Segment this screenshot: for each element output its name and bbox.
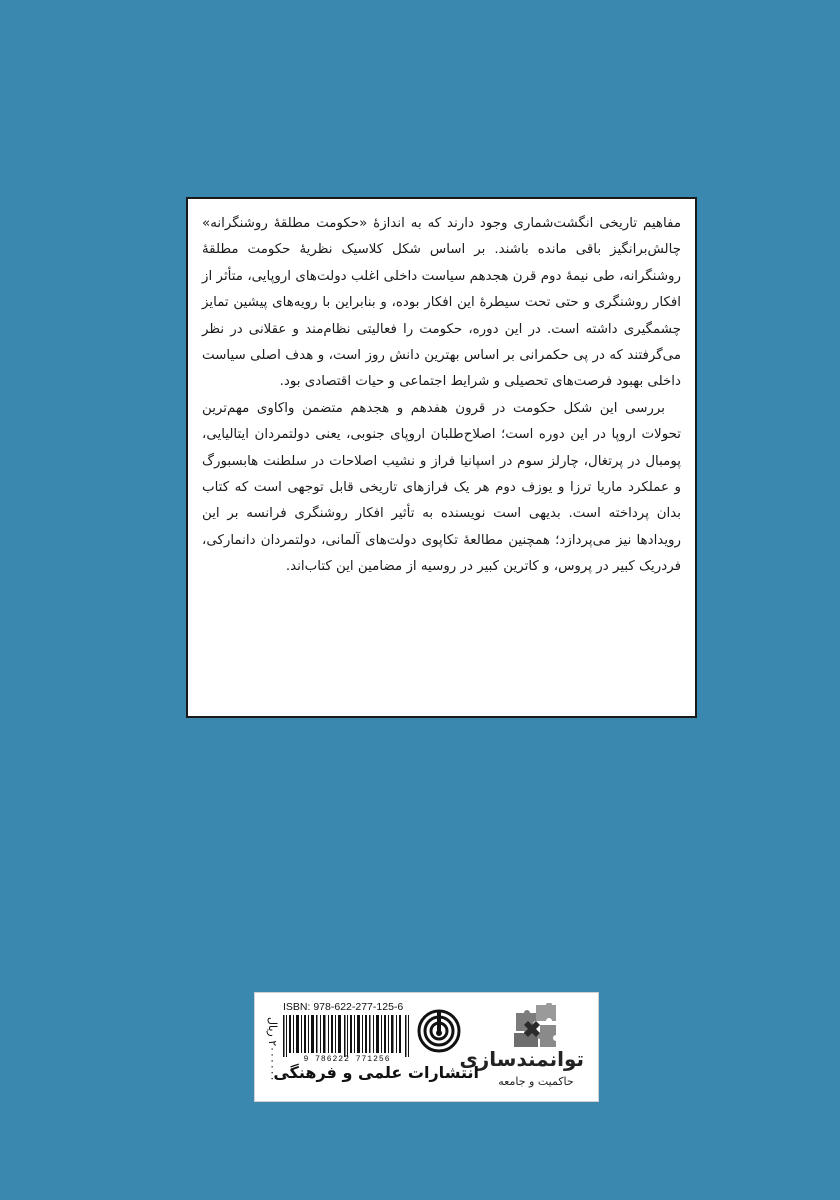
publisher-emblem-icon	[417, 1009, 461, 1053]
publisher-footer	[254, 992, 599, 1102]
series-logo	[459, 1003, 584, 1097]
barcode-digits: 9 786222 771256	[303, 1055, 391, 1064]
description-paragraph-2: بررسی این شکل حکومت در قرون هفدهم و هجدهم متضمن واکاوی مهم‌ترین تحولات اروپا در این دوره است؛ اصلاح‌طلبان اروپای جنوبی، یعنی دولتمردان ایتالیایی، پومبال در پرتغال، چارلز سوم در اسپانیا فراز و نشیب اصلاحات در سلطنت هابسبورگ و عملکرد ماریا ترزا و یوزف دوم هر یک فرازهای تاریخی قابل توجهی است که کتاب بدان پرداخته است. بدیهی است نویسنده به تأثیر افکار روشنگری فرانسه بر این رویدادها نیز می‌پردازد؛ همچنین مطالعهٔ تکاپوی دولت‌های آلمانی، دولتمردان دانمارکی، فردریک کبیر در پروس، و کاترین کبیر در روسیه از مضامین این کتاب‌اند.	[202, 400, 681, 575]
puzzle-icon	[512, 1003, 560, 1049]
description-paragraph-1: مفاهیم تاریخی انگشت‌شماری وجود دارند که به اندازهٔ «حکومت مطلقهٔ روشنگرانه» چالش‌برانگیز باقی مانده باشند. بر اساس شکل کلاسیک نظریهٔ حکومت مطلقهٔ روشنگرانه، طی نیمهٔ دوم قرن هجدهم سیاست داخلی اغلب دولت‌های اروپایی، متأثر از افکار روشنگری و حتی تحت سیطرهٔ این افکار بوده، و بنابراین با رویه‌های پیشین تمایز چشمگیری داشته است. در این دوره، حکومت را فعالیتی نظام‌مند و عقلانی در نظر می‌گرفتند که در پی حکمرانی بر اساس بهترین دانش روز است، و هدف اصلی سیاست داخلی بهبود فرصت‌های تحصیلی و شرایط اجتماعی و حیات اقتصادی بود.	[202, 216, 681, 390]
series-logo-subtitle: حاکمیت و جامعه	[498, 1075, 574, 1088]
price-label: ۲۰۰۰۰۰۰ ریال	[266, 1016, 279, 1082]
publisher-name: انتشارات علمی و فرهنگی	[273, 1063, 479, 1082]
isbn-label: ISBN: 978-622-277-125-6	[283, 1001, 404, 1013]
description-box	[186, 197, 697, 718]
barcode	[283, 1015, 411, 1057]
series-logo-title: توانمندسازی	[459, 1047, 584, 1071]
